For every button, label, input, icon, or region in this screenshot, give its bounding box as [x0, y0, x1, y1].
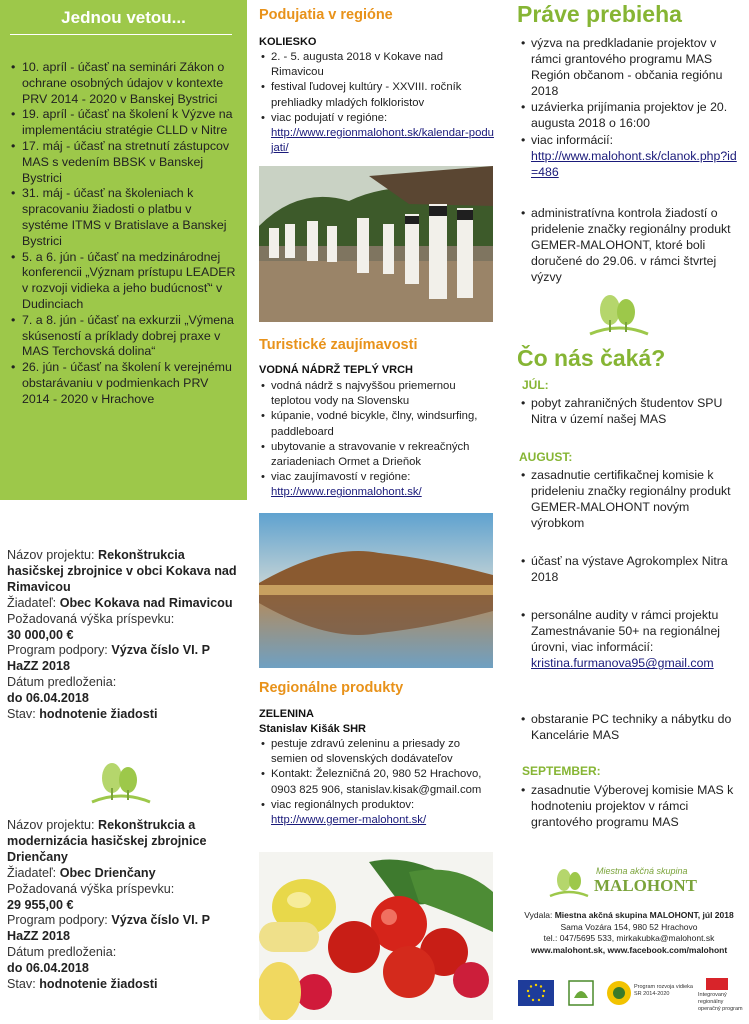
list-item: • 31. máj - účasť na školeniach k spracovaniu žiadosti o platbu v systéme ITMS v Bratislave a Banskej Bystrici: [8, 186, 238, 249]
list-item: • uzávierka prijímania projektov je 20. augusta 2018 o 16:00: [519, 99, 741, 131]
list-item: • viac regionálnych produktov: http://www.gemer-malohont.sk/: [259, 798, 495, 828]
list-item: • 5. a 6. jún - účasť na medzinárodnej konferencii „Význam prístupu LEADER v rozvoji vidieka a jeho budúcnosť“ v Dudinciach: [8, 250, 238, 313]
list-item: • obstaranie PC techniky a nábytku do Kancelárie MAS: [519, 711, 741, 743]
partner-logos: [518, 978, 746, 1018]
irop-logo-icon: [706, 978, 728, 990]
list-item: • 7. a 8. jún - účasť na exkurzii „Výmena skúseností a príklady dobrej praxe v MAS Terchovská dolina“: [8, 313, 238, 360]
list-item: • zasadnutie certifikačnej komisie k prideleniu značky regionálny produkt GEMER-MALOHONT novým výrobkom: [519, 467, 741, 531]
project-card-2: Názov projektu: Rekonštrukcia a modernizácia hasičskej zbrojnice Drienčany Žiadateľ: Obec Drienčany Požadovaná výška príspevku: 29 955,00 € Program podpory: Výzva číslo VI. P HaZZ 2018 Dátum predloženia: do 06.04.2018 Stav: hodnotenie žiadosti: [7, 818, 210, 992]
list-item: • administratívna kontrola žiadostí o pridelenie značky regionálny produkt GEMER-MALOHONT, ktoré boli doručené do 29.06. v rámci štvrtej výzvy: [519, 205, 741, 285]
rural-program-logo-icon: [606, 980, 632, 1006]
now-title: Práve prebieha: [517, 1, 682, 27]
left-column: [0, 0, 247, 1024]
eu-flag-icon: [518, 980, 554, 1006]
august-list-4: [519, 711, 741, 743]
august-list-2: [519, 553, 741, 585]
list-item: • vodná nádrž s najvyššou priemernou teplotou vody na Slovensku: [259, 379, 495, 409]
list-item: • viac informácií: http://www.malohont.sk/clanok.php?id=486: [519, 132, 741, 180]
product-details-list: [259, 737, 495, 828]
july-list: [519, 395, 741, 427]
mas-malohont-logo: Miestna akčná skupina MALOHONT: [548, 864, 718, 902]
list-item: • kúpanie, vodné bicykle, člny, windsurfing, paddleboard: [259, 409, 495, 439]
list-item: • výzva na predkladanie projektov v rámci grantového programu MAS Región občanom - občania regiónu 2018: [519, 35, 741, 99]
upcoming-title: Čo nás čaká?: [517, 345, 666, 371]
events-link[interactable]: http://www.regionmalohont.sk/kalendar-podujati/: [271, 127, 494, 155]
list-item: • viac podujatí v regióne: http://www.regionmalohont.sk/kalendar-podujati/: [259, 111, 495, 157]
tourism-title: Turistické zaujímavosti: [259, 337, 418, 353]
folk-dancers-photo: [259, 166, 493, 322]
now-link[interactable]: http://www.malohont.sk/clanok.php?id=486: [531, 148, 737, 179]
tourism-place-name: VODNÁ NÁDRŽ TEPLÝ VRCH: [259, 364, 414, 376]
event-details-list: [259, 50, 495, 156]
list-item: • 26. jún - účasť na školení k verejnému obstarávaniu v podmienkach PRV 2014 - 2020 v Hrachove: [8, 360, 238, 407]
projects-title: Predložené projekty: [42, 508, 205, 527]
list-item: • pestuje zdravú zeleninu a priesady zo semien od slovenských dodávateľov: [259, 737, 495, 767]
month-august: AUGUST:: [519, 450, 573, 464]
regional-products-title: Regionálne produkty: [259, 680, 404, 696]
month-july: JÚL:: [522, 378, 549, 392]
august-list: [519, 467, 741, 531]
list-item: • personálne audity v rámci projektu Zamestnávanie 50+ na regionálnej úrovni, viac informácií: kristina.furmanova95@gmail.com: [519, 607, 743, 671]
divider: [10, 34, 232, 35]
september-list: [519, 782, 741, 830]
list-item: • 19. apríl - účasť na školení k Výzve na implementáciu stratégie CLLD v Nitre: [8, 107, 238, 139]
list-item: • festival ľudovej kultúry - XXVIII. ročník prehliadky mladých folkloristov: [259, 80, 495, 110]
now-list: [519, 35, 741, 180]
tourism-link[interactable]: http://www.regionmalohont.sk/: [271, 486, 422, 499]
tree-logo-icon: [88, 758, 154, 808]
month-september: SEPTEMBER:: [522, 764, 601, 778]
list-item: • 10. apríl - účasť na seminári Zákon o ochrane osobných údajov v kontexte PRV 2014 - 2020 v Banskej Bystrici: [8, 60, 238, 107]
product-type: ZELENINA: [259, 708, 314, 720]
tree-logo-icon: [548, 866, 590, 900]
leader-logo-icon: [568, 980, 594, 1006]
products-link[interactable]: http://www.gemer-malohont.sk/: [271, 814, 427, 827]
tree-logo-icon: [586, 290, 652, 340]
publisher-info: Vydala: Miestna akčná skupina MALOHONT, júl 2018 Sama Vozára 154, 980 52 Hrachovo tel.: 047/5695 533, mirkakubka@malohont.sk www.malohont.sk, www.facebook.com/malohont: [524, 910, 734, 955]
list-item: • 17. máj - účasť na stretnutí zástupcov MAS s vedením BBSK v Banskej Bystrici: [8, 139, 238, 186]
list-item: • účasť na výstave Agrokomplex Nitra 2018: [519, 553, 741, 585]
lake-photo: [259, 513, 493, 668]
list-item: • Kontakt: Železničná 20, 980 52 Hrachovo, 0903 825 906, stanislav.kisak@gmail.com: [259, 767, 495, 797]
vegetables-photo: [259, 852, 493, 1020]
event-name: KOLIESKO: [259, 36, 317, 48]
list-item: • pobyt zahraničných študentov SPU Nitra v území našej MAS: [519, 395, 741, 427]
email-link[interactable]: kristina.furmanova95@gmail.com: [531, 656, 714, 671]
events-region-title: Podujatia v regióne: [259, 7, 393, 23]
list-item: • 2. - 5. augusta 2018 v Kokave nad Rimavicou: [259, 50, 495, 80]
list-item: • viac zaujímavostí v regióne: http://www.regionmalohont.sk/: [259, 470, 495, 500]
divider: [10, 534, 232, 535]
list-item: • ubytovanie a stravovanie v rekreačných zariadeniach Ormet a Drieňok: [259, 440, 495, 470]
events-title: Jednou vetou...: [61, 8, 186, 27]
product-producer: Stanislav Kišák SHR: [259, 723, 366, 735]
events-list: [8, 60, 238, 408]
now-list-2: [519, 205, 741, 285]
irop-label: Integrovaný regionálny operačný program: [698, 992, 743, 1012]
august-list-3: [519, 607, 743, 671]
list-item: • zasadnutie Výberovej komisie MAS k hodnoteniu projektov v rámci grantového programu MAS: [519, 782, 741, 830]
tourism-details-list: [259, 379, 495, 501]
rural-program-label: Program rozvoja vidieka SR 2014-2020: [634, 984, 693, 997]
project-card-1: Názov projektu: Rekonštrukcia hasičskej zbrojnice v obci Kokava nad Rimavicou Žiadateľ: Obec Kokava nad Rimavicou Požadovaná výška príspevku: 30 000,00 € Program podpory: Výzva číslo VI. P HaZZ 2018 Dátum predloženia: do 06.04.2018 Stav: hodnotenie žiadosti: [7, 548, 237, 722]
